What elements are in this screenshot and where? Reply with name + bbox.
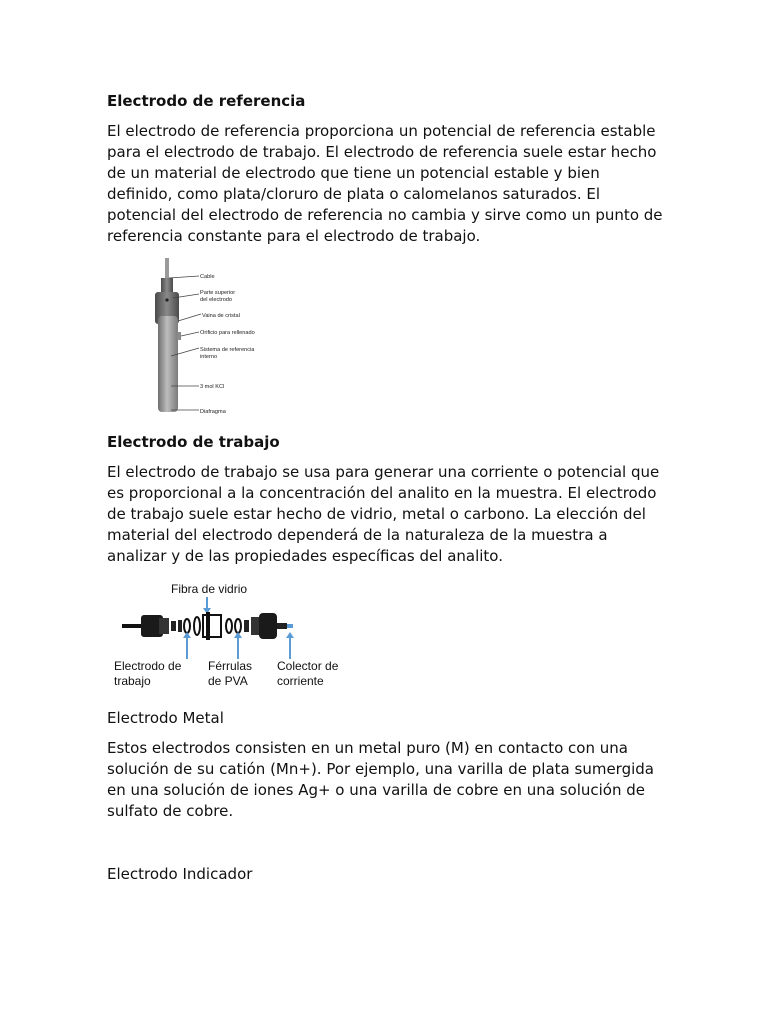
metal-electrode-paragraph: Estos electrodos consisten en un metal puro (M) en contacto con una solución de su catión (Mn+). Por ejemplo, una varilla de plata sumergida en una solución de iones Ag+ o una varilla de cobre en una solución de sulfato de cobre. — [107, 739, 654, 820]
label-system-1: Sistema de referencia — [200, 347, 255, 353]
working-electrode-paragraph: El electrodo de trabajo se usa para generar una corriente o potencial que es proporcional a la concentración del analito en la muestra. El electrodo de trabajo suele estar hecho de vidrio, metal o carbono. La elección del material del electrodo dependerá de la naturaleza de la muestra a analizar y de las propiedades específicas del analito. — [107, 463, 660, 565]
label-collector-2: corriente — [277, 674, 324, 688]
label-collector-1: Colector de — [277, 659, 339, 673]
glass-sheath-shape — [158, 316, 178, 412]
label-top-1: Parte superior — [200, 290, 236, 296]
working-electrode-figure — [107, 575, 347, 695]
label-sheath: Vaina de cristal — [202, 313, 240, 319]
head-dot — [165, 298, 168, 301]
cable-shape — [165, 258, 169, 280]
label-pva-1: Férrulas — [208, 659, 253, 673]
working-electrode-diagram — [107, 575, 347, 695]
label-glass-fiber: Fibra de vidrio — [171, 582, 248, 596]
indicator-electrode-heading: Electrodo Indicador — [107, 865, 253, 883]
current-collector-connector-shape — [259, 613, 277, 639]
working-electrode-heading: Electrodo de trabajo — [107, 433, 280, 451]
label-work-1: Electrodo de — [114, 659, 182, 673]
label-diaphragm: Diafragma — [200, 409, 226, 415]
label-system-2: interno — [200, 354, 218, 360]
label-work-2: trabajo — [114, 674, 151, 688]
reference-electrode-heading: Electrodo de referencia — [107, 92, 306, 110]
label-pva-2: de PVA — [208, 674, 248, 688]
label-kcl: 3 mol KCl — [200, 384, 225, 390]
reference-electrode-figure — [147, 256, 307, 418]
electrode-top-shape — [161, 278, 173, 294]
refill-hole-shape — [177, 332, 181, 340]
label-cable: Cable — [200, 274, 215, 280]
metal-electrode-heading: Electrodo Metal — [107, 709, 224, 727]
label-refill: Orificio para rellenado — [200, 330, 255, 336]
label-top-2: del electrodo — [200, 297, 233, 303]
reference-electrode-diagram — [147, 256, 307, 418]
reference-electrode-paragraph: El electrodo de referencia proporciona un potencial de referencia estable para el electrodo de trabajo. El electrodo de referencia suele estar hecho de un material de electrodo que tiene un potencial estable y bien definido, como plata/cloruro de plata o calomelanos saturados. El potencial del electrodo de referencia no cambia y sirve como un punto de referencia constante para el electrodo de trabajo. — [107, 122, 663, 245]
